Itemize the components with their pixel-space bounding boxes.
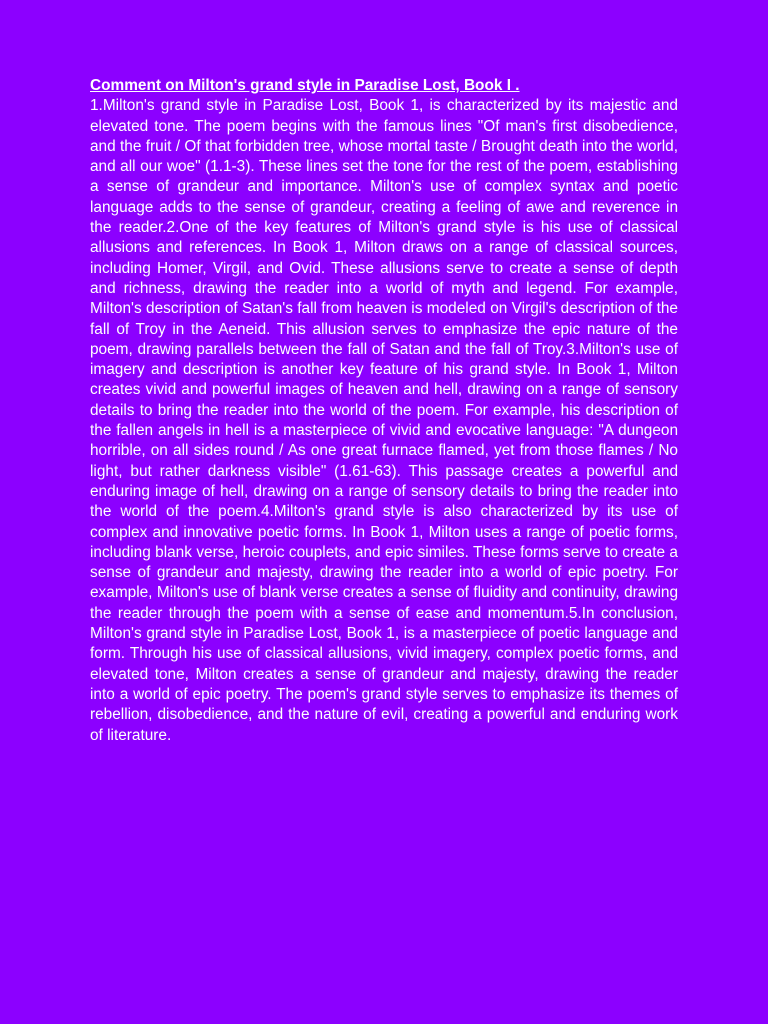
document-title: Comment on Milton's grand style in Paradise Lost, Book I .: [90, 77, 520, 94]
document-page: [90, 76, 678, 746]
document-body: 1.Milton's grand style in Paradise Lost, Book 1, is characterized by its majestic and elevated tone. The poem begins with the famous lines "Of man's first disobedience, and the fruit / Of that forbidden tree, whose mortal taste / Brought death into the world, and all our woe" (1.1-3). These lines set the tone for the rest of the poem, establishing a sense of grandeur and importance. Milton's use of complex syntax and poetic language adds to the sense of grandeur, creating a feeling of awe and reverence in the reader.2.One of the key features of Milton's grand style is his use of classical allusions and references. In Book 1, Milton draws on a range of classical sources, including Homer, Virgil, and Ovid. These allusions serve to create a sense of depth and richness, drawing the reader into a world of myth and legend. For example, Milton's description of Satan's fall from heaven is modeled on Virgil's description of the fall of Troy in the Aeneid. This allusion serves to emphasize the epic nature of the poem, drawing parallels between the fall of Satan and the fall of Troy.3.Milton's use of imagery and description is another key feature of his grand style. In Book 1, Milton creates vivid and powerful images of heaven and hell, drawing on a range of sensory details to bring the reader into the world of the poem. For example, his description of the fallen angels in hell is a masterpiece of vivid and evocative language: "A dungeon horrible, on all sides round / As one great furnace flamed, yet from those flames / No light, but rather darkness visible" (1.61-63). This passage creates a powerful and enduring image of hell, drawing on a range of sensory details to bring the reader into the world of the poem.4.Milton's grand style is also characterized by its use of complex and innovative poetic forms. In Book 1, Milton uses a range of poetic forms, including blank verse, heroic couplets, and epic similes. These forms serve to create a sense of grandeur and majesty, drawing the reader into a world of epic poetry. For example, Milton's use of blank verse creates a sense of fluidity and continuity, drawing the reader through the poem with a sense of ease and momentum.5.In conclusion, Milton's grand style in Paradise Lost, Book 1, is a masterpiece of poetic language and form. Through his use of classical allusions, vivid imagery, complex poetic forms, and elevated tone, Milton creates a sense of grandeur and majesty, drawing the reader into a world of epic poetry. The poem's grand style serves to emphasize its themes of rebellion, disobedience, and the nature of evil, creating a powerful and enduring work of literature.: [90, 97, 678, 744]
